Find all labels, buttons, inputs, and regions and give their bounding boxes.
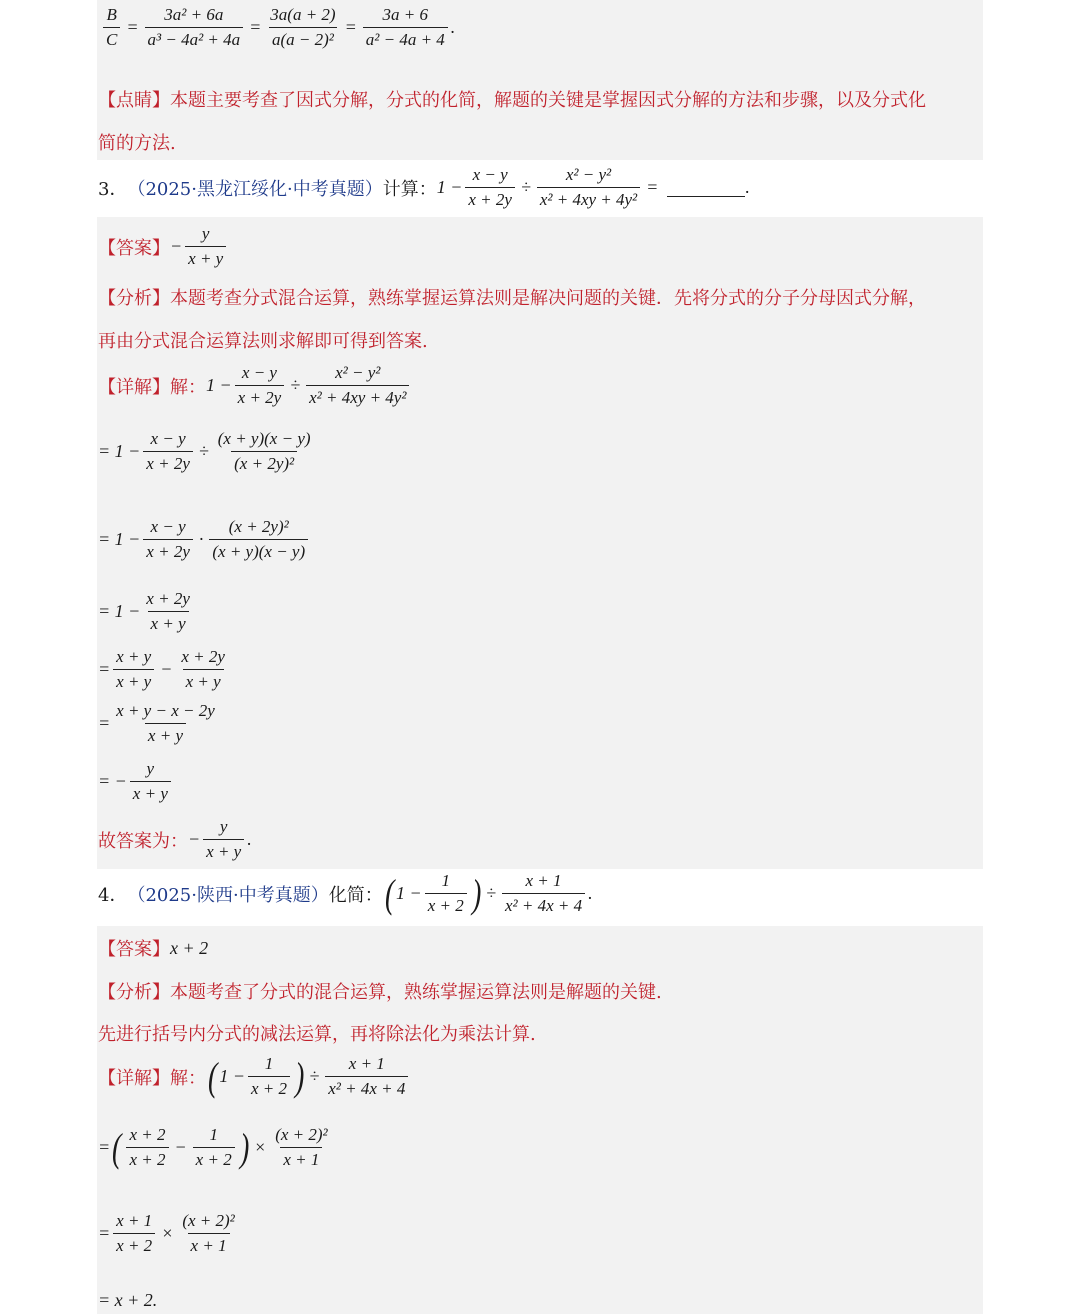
q3-question: 3． （2025·黑龙江绥化·中考真题） 计算： 1 − $\frac{x - y}{x + 2y}$ ÷ $\frac{\text{x² − y²}}{\text{x² + 4xy + 4y²}}$ = . — [98, 165, 750, 209]
q4-step2: = $\frac{x + 1}{x + 2}$ × $\frac{\text{(x + 2)²}}{x + 1}$ — [98, 1211, 235, 1255]
q4-question: 4． （2025·陕西·中考真题） 化简： ( 1 − $\frac{1}{x + 2}$ ) ÷ $\frac{x + 1}{\text{x² + 4x + 4}}$ . — [98, 870, 593, 916]
q4-detail-step0: 【详解】 解： ( 1 − $\frac{1}{x + 2}$ ) ÷ $\frac{x + 1}{\text{x² + 4x + 4}}$ — [98, 1055, 411, 1098]
q4-step1: = ( $\frac{x + 2}{x + 2}$ − $\frac{1}{x + 2}$ ) × $\frac{\text{(x + 2)²}}{x + 1}$ — [98, 1124, 328, 1170]
answer-tag: 【答案】 — [98, 237, 170, 259]
q3-step1: = 1 − $\frac{x - y}{x + 2y}$ ÷ $\frac{(x + y)(x - y)}{\text{(x + 2y)²}}$ — [98, 429, 311, 473]
dianjing-tag: 【点睛】 — [98, 90, 170, 111]
q4-analysis-line2: 先进行括号内分式的减法运算，再将除法化为乘法计算. — [98, 1024, 536, 1045]
answer-blank — [667, 178, 745, 197]
q4-source: （2025·陕西·中考真题） — [127, 884, 329, 906]
q4-step3: = x + 2. — [98, 1290, 158, 1310]
dianjing-line2: 简的方法. — [98, 133, 176, 154]
q3-analysis-line1: 【分析】 本题考查分式混合运算，熟练掌握运算法则是解决问题的关键．先将分式的分子分母因式分解， — [98, 288, 926, 309]
q3-step4: = $\frac{x + y}{x + y}$ − $\frac{x + 2y}{x + y}$ — [98, 647, 225, 691]
q3-conclusion: 故答案为： − $\frac{y}{x + y}$ . — [98, 817, 252, 861]
dianjing-line1: 【点睛】 本题主要考查了因式分解，分式的化简，解题的关键是掌握因式分解的方法和步骤，以及分式化 — [98, 86, 926, 112]
q4-analysis-line1: 【分析】 本题考查了分式的混合运算，熟练掌握运算法则是解题的关键. — [98, 982, 662, 1003]
q3-step6: = − $\frac{y}{x + y}$ — [98, 760, 174, 803]
q3-number: 3． — [98, 178, 128, 200]
top-equation: $\frac{B}{C}$ = $\frac{\text{3a² + 6a}}{\text{a³ − 4a² + 4a}}$ = $\frac{3a(a + 2)}{\text{a(a − 2)²}}$ = $\frac{3a + 6}{\text{a² − 4a + 4}}$ . — [100, 6, 455, 49]
q3-detail-step0: 【详解】 解： 1 − $\frac{x - y}{x + 2y}$ ÷ $\frac{\text{x² − y²}}{\text{x² + 4xy + 4y²}}$ — [98, 364, 412, 407]
q3-step3: = 1 − $\frac{x + 2y}{x + y}$ — [98, 589, 190, 633]
q3-answer: 【答案】 − $\frac{y}{x + y}$ — [98, 225, 229, 268]
q4-answer: 【答案】 x + 2 — [98, 937, 209, 960]
q3-analysis-line2: 再由分式混合运算法则求解即可得到答案. — [98, 331, 428, 352]
q4-number: 4． — [98, 884, 128, 906]
q3-source: （2025·黑龙江绥化·中考真题） — [127, 178, 383, 200]
q3-step2: = 1 − $\frac{x - y}{x + 2y}$ · $\frac{\text{(x + 2y)²}}{(x + y)(x - y)}$ — [98, 518, 311, 561]
q3-step5: = $\frac{x + y - x - 2y}{x + y}$ — [98, 701, 215, 745]
